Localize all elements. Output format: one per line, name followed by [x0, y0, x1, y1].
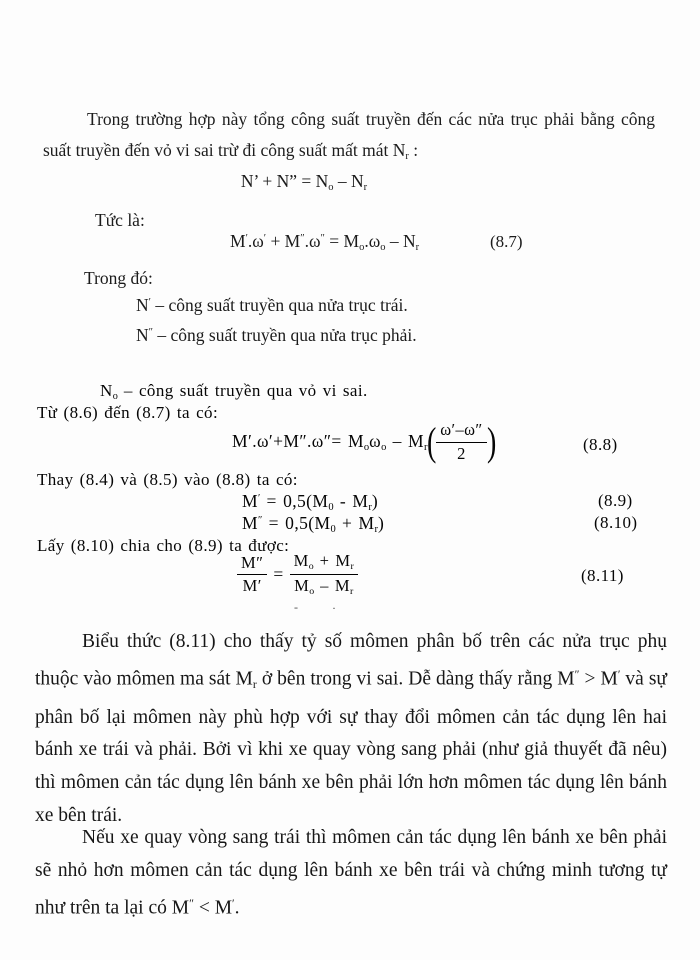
- scan-artifact-dash: -: [294, 600, 298, 614]
- equation-body: M′ = 0,5(M0 - Mr): [242, 491, 379, 514]
- power-balance-equation: N’ + N” = No – Nr: [240, 171, 368, 194]
- close-paren: ): [486, 419, 497, 465]
- equation-left-side: M′.ω′+M″.ω″= Moωo – Mr: [232, 431, 428, 454]
- equation-8-8: [0, 420, 700, 472]
- fraction-denominator: Mo – Mr: [294, 576, 354, 598]
- label-trong-do: Trong đó:: [84, 268, 153, 288]
- fraction: [436, 420, 486, 464]
- equation-body: M″ = 0,5(M0 + Mr): [242, 513, 385, 536]
- body-paragraph-1: Biểu thức (8.11) cho thấy tỷ số mômen phân bố trên các nửa trục phụ thuộc vào mômen ma sát Mr ở bên trong vi sai. Dễ dàng thấy rằng M″ > M′ và sự phân bố lại mômen này phù hợp với sự thay đổi mômen cản tác dụng lên hai bánh xe trái và phải. Bởi vì khi xe quay vòng sang phải (như giả thuyết đã nêu) thì mômen cản tác dụng lên bánh xe bên phải lớn hơn mômen tác dụng lên bánh xe bên trái.: [35, 631, 667, 826]
- label-tuc-la: Tức là:: [95, 210, 145, 230]
- equation-body: M′.ω′ + M″.ω″ = Mo.ωo – Nr: [230, 231, 420, 254]
- equation-body: [237, 551, 358, 599]
- open-paren: (: [426, 419, 437, 465]
- equation-8-9: [0, 491, 700, 513]
- fraction-numerator: Mo + Mr: [290, 551, 358, 575]
- line-lay-8-10-8-9: Lấy (8.10) chia cho (8.9) ta được:: [37, 536, 290, 555]
- equals-sign: =: [273, 564, 284, 585]
- fraction-numerator: M″: [237, 553, 267, 576]
- equation-8-11: [0, 549, 700, 605]
- equation-number: (8.10): [594, 513, 638, 532]
- equation-8-10: [0, 513, 700, 535]
- fraction-denominator: M′: [242, 576, 262, 596]
- scan-artifact-dot: ·: [332, 601, 336, 615]
- equation-8-7: [0, 231, 700, 263]
- definition-n-left: N′ – công suất truyền qua nửa trục trái.: [136, 295, 408, 315]
- right-fraction: [290, 551, 358, 599]
- line-thay-8-4-8-5: Thay (8.4) và (8.5) vào (8.8) ta có:: [37, 470, 298, 489]
- equation-number: (8.7): [490, 232, 523, 251]
- body-paragraph-2: Nếu xe quay vòng sang trái thì mômen cản tác dụng lên bánh xe bên phải sẽ nhỏ hơn mômen cản tác dụng lên bánh xe bên trái và chứng minh tương tự như trên ta lại có M″ < M′.: [35, 827, 667, 919]
- fraction-denominator: 2: [457, 443, 466, 463]
- fraction-numerator: ω′–ω″: [436, 420, 486, 443]
- line-tu-8-6-8-7: Từ (8.6) đến (8.7) ta có:: [37, 403, 219, 422]
- equation-body: [232, 420, 495, 464]
- equation-number: (8.9): [598, 491, 633, 510]
- equation-number: (8.8): [583, 435, 618, 454]
- definition-n-o: No – công suất truyền qua vỏ vi sai.: [100, 381, 368, 403]
- left-fraction: [237, 553, 267, 597]
- definition-n-right: N″ – công suất truyền qua nửa trục phải.: [136, 325, 417, 345]
- intro-paragraph: Trong trường hợp này tổng công suất truyền đến các nửa trục phải bằng công suất truyền đến vỏ vi sai trừ đi công suất mất mát Nr :: [43, 109, 655, 163]
- equation-number: (8.11): [581, 566, 624, 585]
